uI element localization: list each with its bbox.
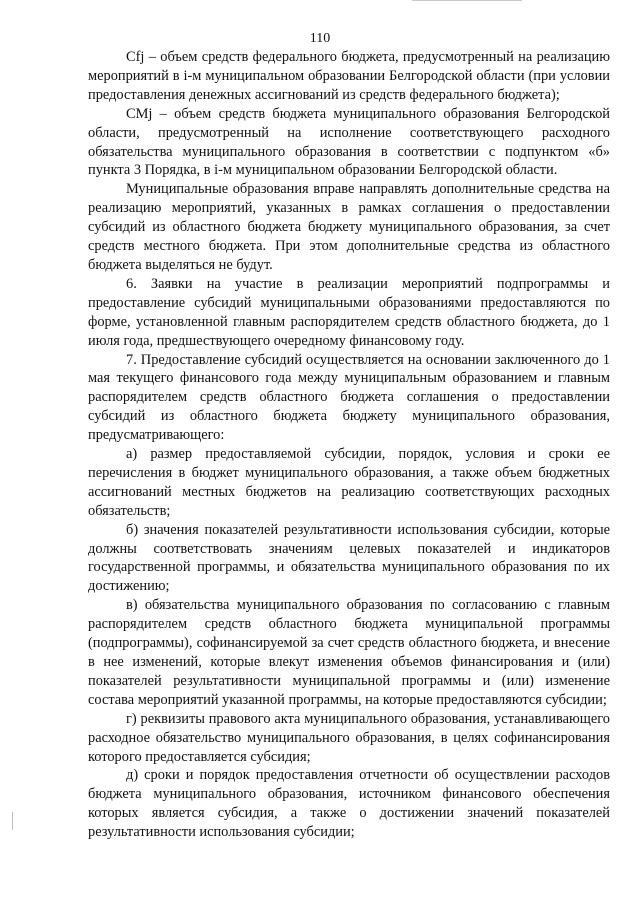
paragraph-subitem-d: д) сроки и порядок предоставления отчетности об осуществлении расходов бюджета муниципального образования, источником финансового обеспечения которых является субсидия, а также о достижении значений показателей результативности использования субсидии; <box>88 767 610 841</box>
scan-artifact-line <box>412 0 522 1</box>
page-number: 110 <box>309 31 331 46</box>
paragraph-additional-funds: Муниципальные образования вправе направлять дополнительные средства на реализацию мероприятий, указанных в рамках соглашения о предоставлении субсидий из областного бюджета бюджету муниципального образования, за счет средств местного бюджета. При этом дополнительные средства из областного бюджета выделяться не будут. <box>88 181 610 273</box>
document-body <box>88 48 610 842</box>
paragraph-subitem-g: г) реквизиты правового акта муниципального образования, устанавливающего расходное обязательство муниципального образования, в целях софинансирования которого предоставляется субсидия; <box>88 710 610 765</box>
paragraph-cmj-definition: CMj – объем средств бюджета муниципального образования Белгородской области, предусмотренный на исполнение соответствующего расходного обязательства муниципального образования в соответствии с подпунктом «б» пункта 3 Порядка, в i-м муниципальном образовании Белгородской области. <box>88 105 610 179</box>
paragraph-subitem-v: в) обязательства муниципального образования по согласованию с главным распорядителем средств областного бюджета муниципальной программы (подпрограммы), софинансируемой за счет средств областного бюджета, и внесение в нее изменений, которые влекут изменения объемов финансирования и (или) показателей результативности муниципальной программы и (или) изменение состава мероприятий указанной программы, на которые предоставляются субсидии; <box>88 597 610 708</box>
paragraph-cfj-definition: Cfj – объем средств федерального бюджета, предусмотренный на реализацию мероприятий в i-м муниципальном образовании Белгородской области (при условии предоставления денежных ассигнований из средств федерального бюджета); <box>88 49 610 103</box>
paragraph-subitem-b: б) значения показателей результативности использования субсидии, которые должны соответствовать значениям целевых показателей и индикаторов государственной программы, и обязательства муниципального образования по их достижению; <box>88 521 610 595</box>
paragraph-item-7: 7. Предоставление субсидий осуществляется на основании заключенного до 1 мая текущего финансового года между муниципальным образованием и главным распорядителем средств областного бюджета соглашения о предоставлении субсидий из областного бюджета бюджету муниципального образования, предусматривающего: <box>88 351 610 444</box>
paragraph-subitem-a: а) размер предоставляемой субсидии, порядок, условия и сроки ее перечисления в бюджет муниципального образования, а также объем бюджетных ассигнований местных бюджетов на реализацию соответствующих расходных обязательств; <box>88 446 610 519</box>
scan-artifact-mark <box>12 812 13 830</box>
paragraph-item-6: 6. Заявки на участие в реализации мероприятий подпрограммы и предоставление субсидий муниципальными образованиями предоставляются по форме, установленной главным распорядителем средств областного бюджета, до 1 июля года, предшествующего очередному финансовому году. <box>88 275 610 349</box>
